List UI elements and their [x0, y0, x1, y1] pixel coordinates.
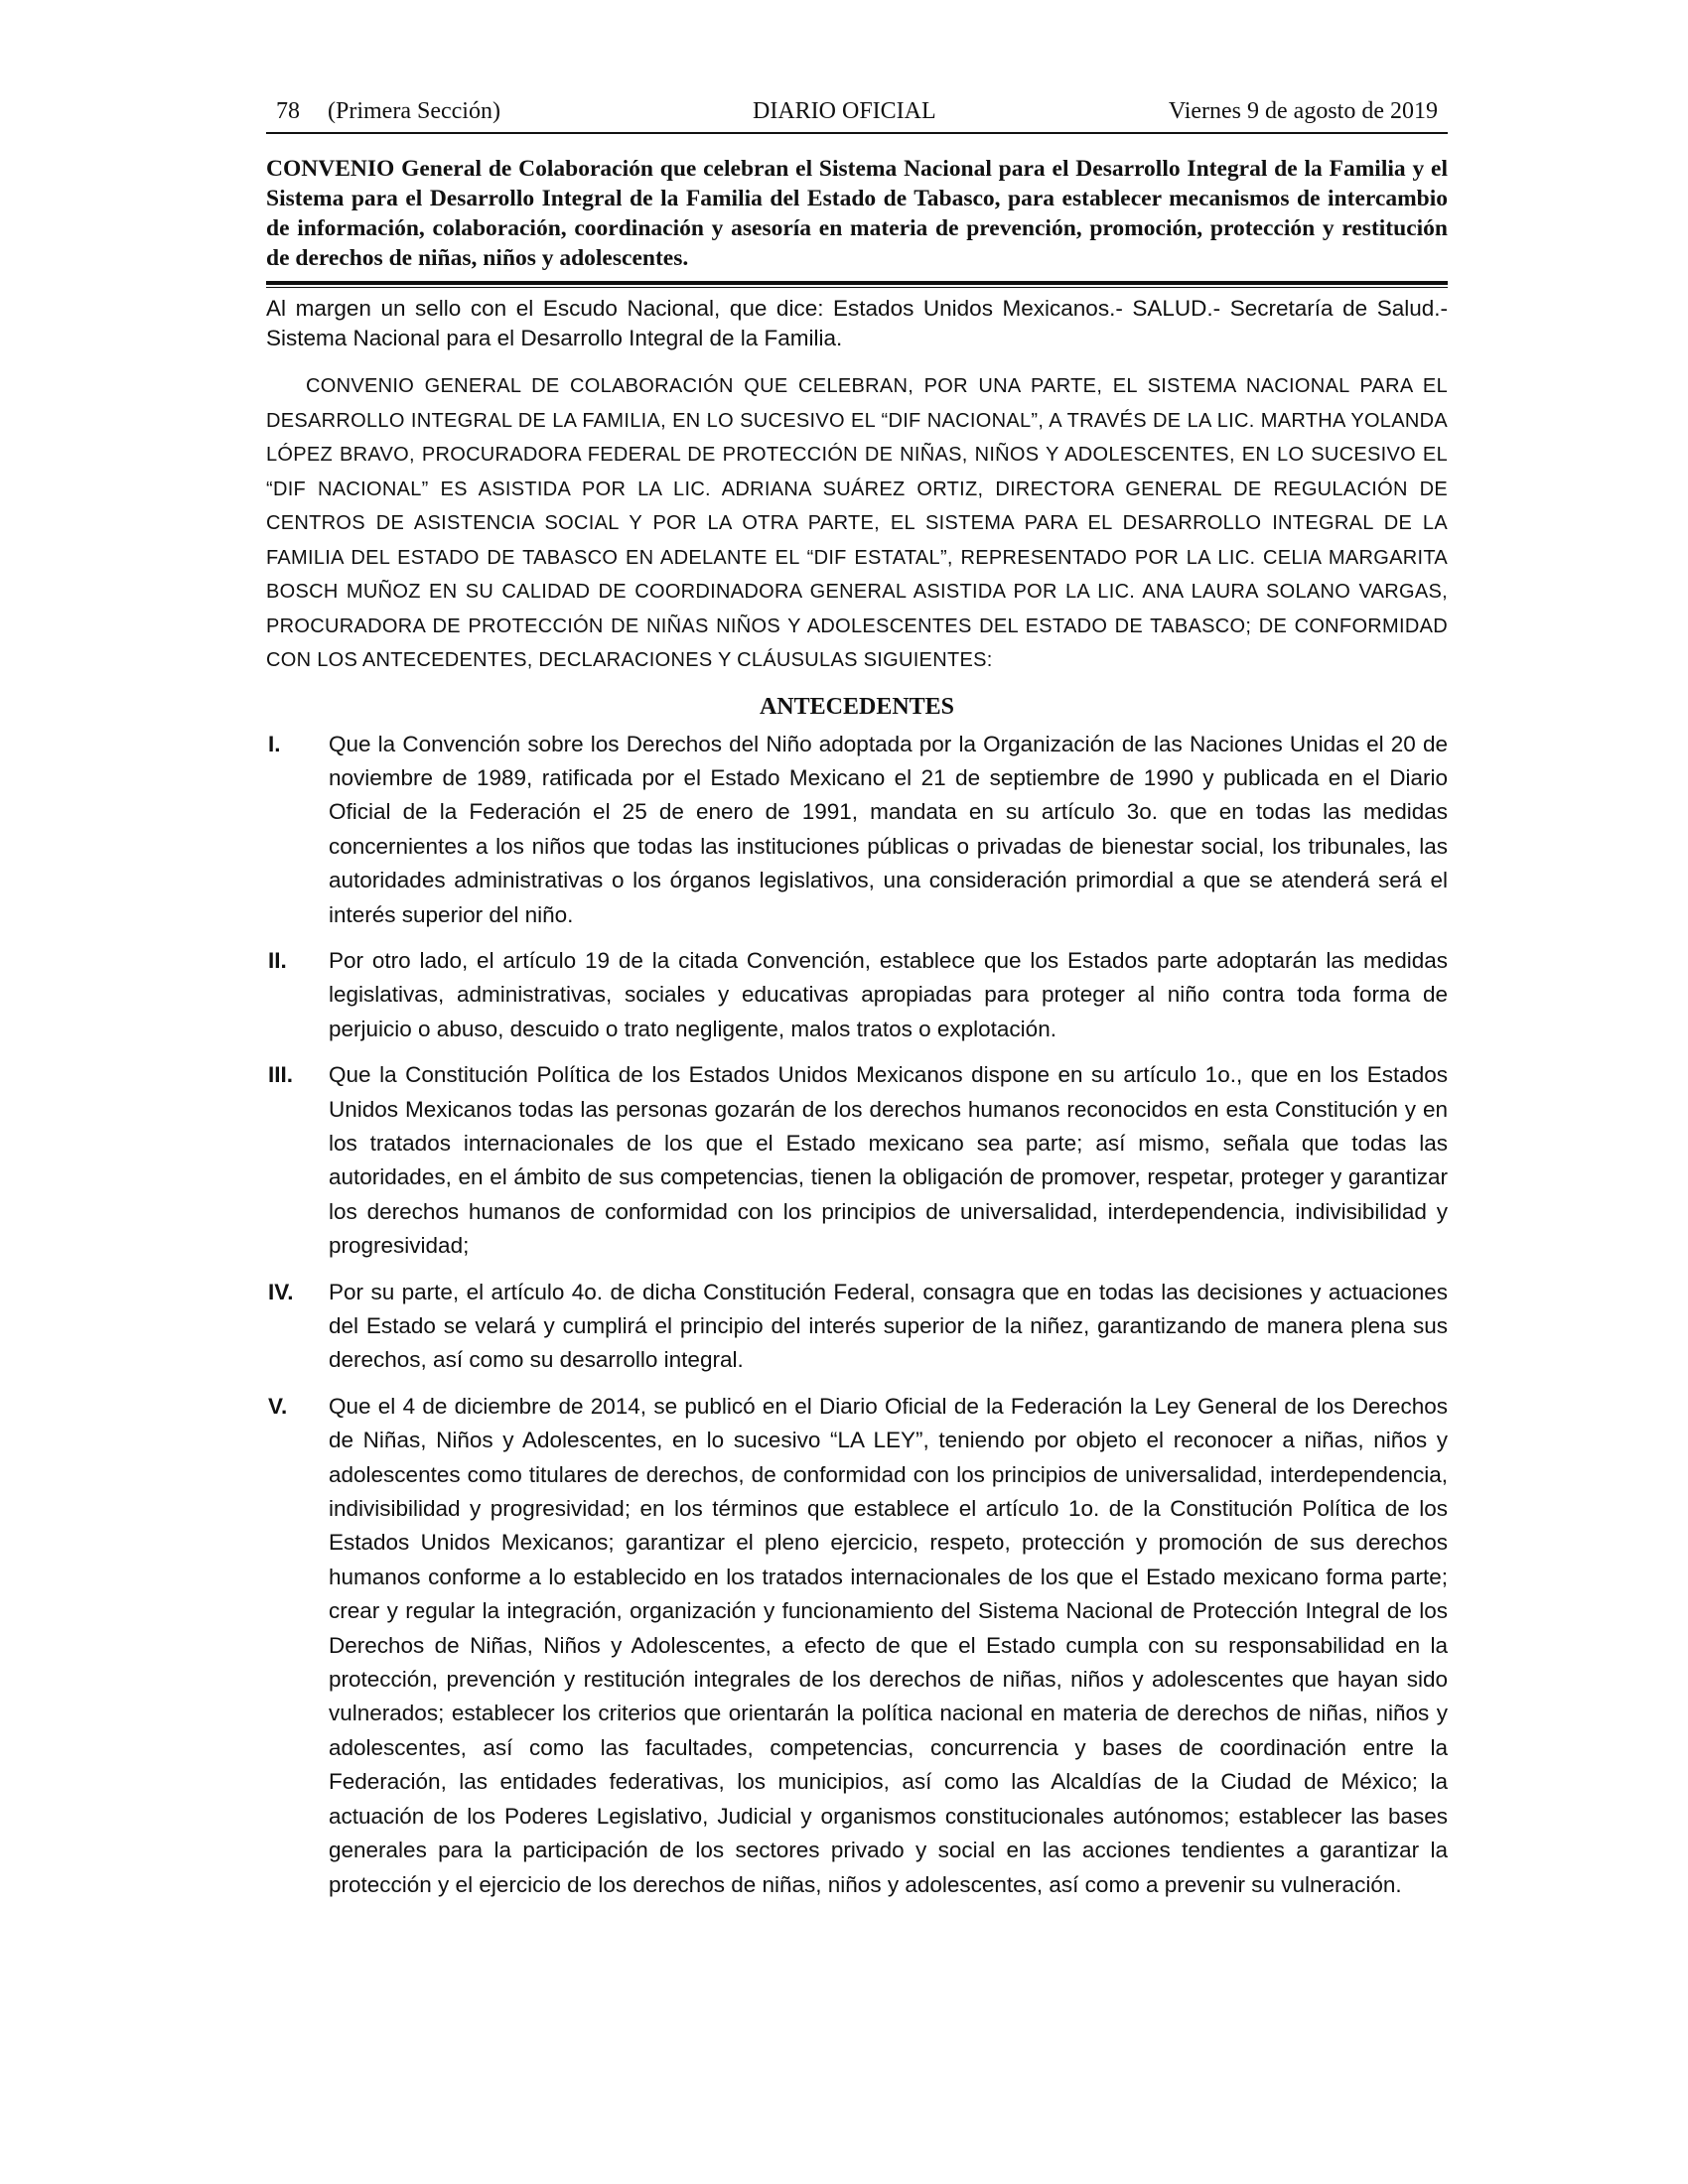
- item-number: I.: [268, 731, 281, 756]
- list-item: [266, 728, 1448, 932]
- section-title: ANTECEDENTES: [759, 693, 955, 720]
- intro-paragraph: CONVENIO GENERAL DE COLABORACIÓN QUE CELEBRAN, POR UNA PARTE, EL SISTEMA NACIONAL PARA EL DESARROLLO INTEGRAL DE LA FAMILIA, EN LO SUCESIVO EL “DIF NACIONAL”, A TRAVÉS DE LA LIC. MARTHA YOLANDA LÓPEZ BRAVO, PROCURADORA FEDERAL DE PROTECCIÓN DE NIÑAS, NIÑOS Y ADOLESCENTES, EN LO SUCESIVO EL “DIF NACIONAL” ES ASISTIDA POR LA LIC. ADRIANA SUÁREZ ORTIZ, DIRECTORA GENERAL DE REGULACIÓN DE CENTROS DE ASISTENCIA SOCIAL Y POR LA OTRA PARTE, EL SISTEMA PARA EL DESARROLLO INTEGRAL DE LA FAMILIA DEL ESTADO DE TABASCO EN ADELANTE EL “DIF ESTATAL”, REPRESENTADO POR LA LIC. CELIA MARGARITA BOSCH MUÑOZ EN SU CALIDAD DE COORDINADORA GENERAL ASISTIDA POR LA LIC. ANA LAURA SOLANO VARGAS, PROCURADORA DE PROTECCIÓN DE NIÑAS NIÑOS Y ADOLESCENTES DEL ESTADO DE TABASCO; DE CONFORMIDAD CON LOS ANTECEDENTES, DECLARACIONES Y CLÁUSULAS SIGUIENTES:: [266, 375, 1448, 671]
- document-title: CONVENIO General de Colaboración que celebran el Sistema Nacional para el Desarrollo Integral de la Familia y el Sistema para el Desarrollo Integral de la Familia del Estado de Tabasco, para establecer mecanismos de intercambio de información, colaboración, coordinación y asesoría en materia de prevención, promoción, protección y restitución de derechos de niñas, niños y adolescentes.: [266, 156, 1448, 271]
- publication-date: Viernes 9 de agosto de 2019: [1168, 98, 1438, 124]
- list-item: [266, 1390, 1448, 1902]
- list-item: [266, 1276, 1448, 1378]
- item-number: II.: [268, 947, 287, 973]
- item-number: V.: [268, 1393, 288, 1419]
- publication-name: DIARIO OFICIAL: [753, 98, 936, 124]
- item-text: Por su parte, el artículo 4o. de dicha Constitución Federal, consagra que en todas las decisiones y actuaciones del Estado se velará y cumplirá el principio del interés superior de la niñez, garantizando de manera plena sus derechos, así como su desarrollo integral.: [329, 1279, 1448, 1373]
- page-header: [266, 94, 1448, 132]
- item-text: Que la Convención sobre los Derechos del Niño adoptada por la Organización de las Naciones Unidas el 20 de noviembre de 1989, ratificada por el Estado Mexicano el 21 de septiembre de 1990 y publicada en el Diario Oficial de la Federación el 25 de enero de 1991, mandata en su artículo 3o. que en todas las medidas concernientes a los niños que todas las instituciones públicas o privadas de bienestar social, los tribunales, las autoridades administrativas o los órganos legislativos, una consideración primordial a que se atenderá será el interés superior del niño.: [329, 731, 1448, 927]
- antecedentes-list: [266, 728, 1448, 1902]
- item-text: Por otro lado, el artículo 19 de la citada Convención, establece que los Estados parte adoptarán las medidas legislativas, administrativas, sociales y educativas apropiadas para proteger al niño contra toda forma de perjuicio o abuso, descuido o trato negligente, malos tratos o explotación.: [329, 947, 1448, 1041]
- title-rule-thin: [266, 287, 1448, 288]
- item-text: Que la Constitución Política de los Estados Unidos Mexicanos dispone en su artículo 1o., que en los Estados Unidos Mexicanos todas las personas gozarán de los derechos humanos reconocidos en esta Constitución y en los tratados internacionales de los que el Estado mexicano sea parte; así mismo, señala que todas las autoridades, en el ámbito de sus competencias, tienen la obligación de promover, respetar, proteger y garantizar los derechos humanos de conformidad con los principios de universalidad, interdependencia, indivisibilidad y progresividad;: [329, 1062, 1448, 1259]
- document-page: [266, 94, 1448, 1914]
- item-number: IV.: [268, 1279, 294, 1304]
- margin-note: Al margen un sello con el Escudo Nacional, que dice: Estados Unidos Mexicanos.- SALUD.- Secretaría de Salud.- Sistema Nacional para el Desarrollo Integral de la Familia.: [266, 296, 1448, 350]
- item-number: III.: [268, 1062, 294, 1088]
- header-left: [276, 98, 500, 125]
- page-number: 78: [276, 98, 300, 124]
- list-item: [266, 944, 1448, 1046]
- item-text: Que el 4 de diciembre de 2014, se publicó en el Diario Oficial de la Federación la Ley General de los Derechos de Niñas, Niños y Adolescentes, en lo sucesivo “LA LEY”, teniendo por objeto el reconocer a niñas, niños y adolescentes como titulares de derechos, de conformidad con los principios de universalidad, interdependencia, indivisibilidad y progresividad; en los términos que establece el artículo 1o. de la Constitución Política de los Estados Unidos Mexicanos; garantizar el pleno ejercicio, respeto, protección y promoción de sus derechos humanos conforme a lo establecido en los tratados internacionales de los que el Estado mexicano forma parte; crear y regular la integración, organización y funcionamiento del Sistema Nacional de Protección Integral de los Derechos de Niñas, Niños y Adolescentes, a efecto de que el Estado cumpla con su responsabilidad en la protección, prevención y restitución integrales de los derechos de niñas, niños y adolescentes que hayan sido vulnerados; establecer los criterios que orientarán la política nacional en materia de derechos de niñas, niños y adolescentes, así como las facultades, competencias, concurrencia y bases de coordinación entre la Federación, las entidades federativas, los municipios, así como las Alcaldías de la Ciudad de México; la actuación de los Poderes Legislativo, Judicial y organismos constitucionales autónomos; establecer las bases generales para la participación de los sectores privado y social en las acciones tendientes a garantizar la protección y el ejercicio de los derechos de niñas, niños y adolescentes, así como a prevenir su vulneración.: [329, 1393, 1448, 1897]
- header-rule: [266, 132, 1448, 134]
- list-item: [266, 1058, 1448, 1263]
- section-label: (Primera Sección): [328, 98, 500, 124]
- title-rule-thick: [266, 281, 1448, 285]
